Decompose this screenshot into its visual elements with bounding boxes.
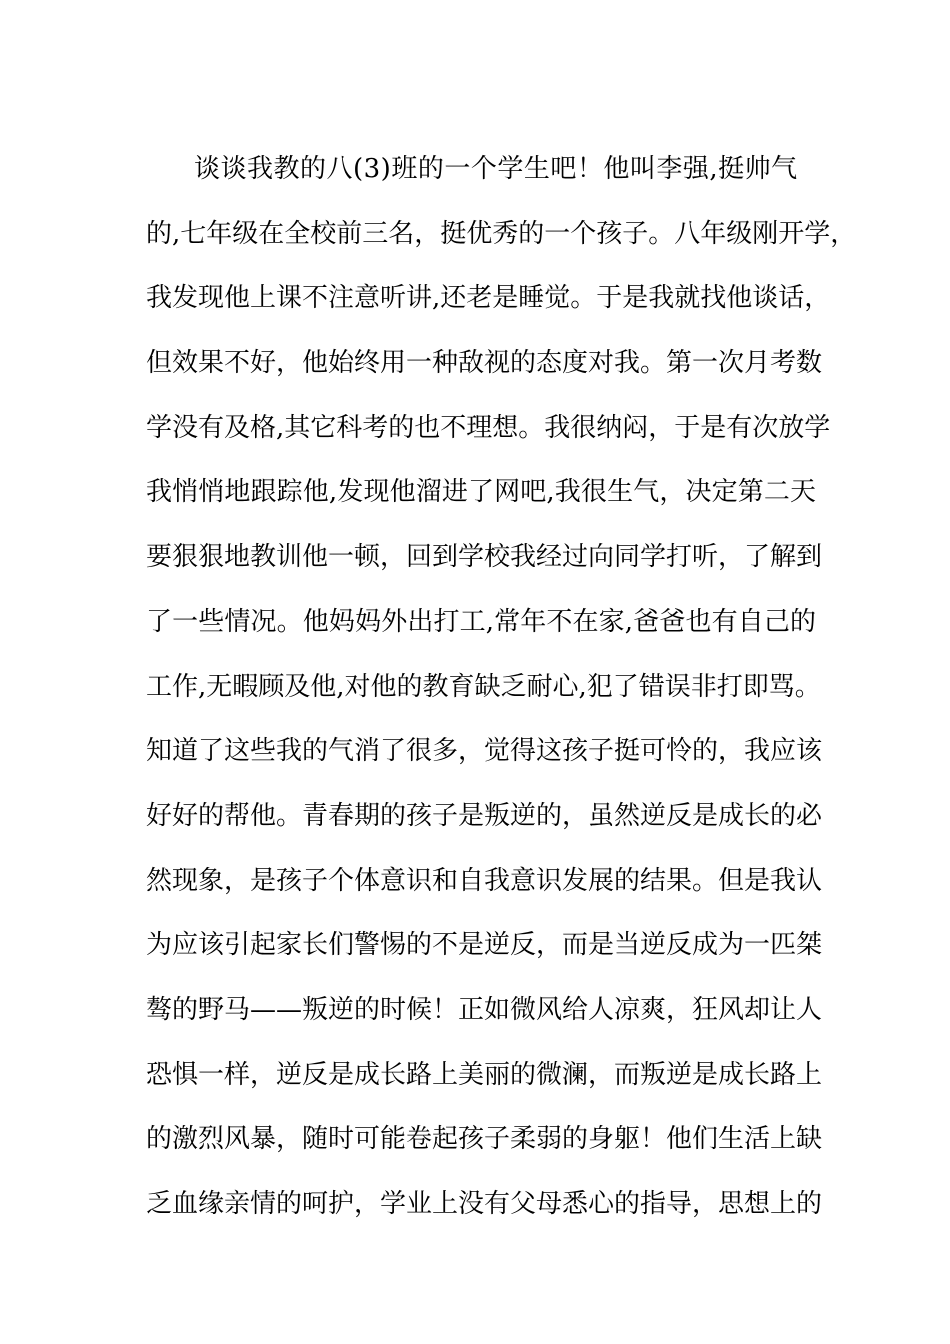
- paragraph-line-3: 我发现他上课不注意听讲,还老是睡觉。于是我就找他谈话，: [146, 283, 831, 314]
- paragraph-line-15: 恐惧一样，逆反是成长路上美丽的微澜，而叛逆是成长路上: [146, 1059, 823, 1090]
- body-paragraph: [146, 145, 857, 1245]
- paragraph-line-11: 好好的帮他。青春期的孩子是叛逆的，虽然逆反是成长的必: [146, 800, 823, 831]
- paragraph-line-12: 然现象，是孩子个体意识和自我意识发展的结果。但是我认: [146, 865, 823, 896]
- paragraph-line-7: 要狠狠地教训他一顿，回到学校我经过向同学打听，了解到: [146, 542, 823, 573]
- paragraph-line-13: 为应该引起家长们警惕的不是逆反，而是当逆反成为一匹桀: [146, 930, 823, 961]
- paragraph-line-5: 学没有及格,其它科考的也不理想。我很纳闷，于是有次放学: [146, 412, 831, 443]
- paragraph-line-4: 但效果不好，他始终用一种敌视的态度对我。第一次月考数: [146, 348, 823, 379]
- paragraph-line-17: 乏血缘亲情的呵护，学业上没有父母悉心的指导，思想上的: [146, 1189, 823, 1219]
- paragraph-line-1: 谈谈我教的八(3)班的一个学生吧！他叫李强,挺帅气: [194, 154, 798, 184]
- paragraph-line-16: 的激烈风暴，随时可能卷起孩子柔弱的身躯！他们生活上缺: [146, 1124, 823, 1155]
- paragraph-line-2: 的,七年级在全校前三名，挺优秀的一个孩子。八年级刚开学，: [146, 218, 857, 249]
- paragraph-line-10: 知道了这些我的气消了很多，觉得这孩子挺可怜的，我应该: [146, 736, 823, 767]
- paragraph-line-9: 工作,无暇顾及他,对他的教育缺乏耐心,犯了错误非打即骂。: [146, 671, 821, 702]
- paragraph-line-14: 骜的野马——叛逆的时候！正如微风给人凉爽，狂风却让人: [146, 994, 823, 1025]
- paragraph-line-6: 我悄悄地跟踪他,发现他溜进了网吧,我很生气，决定第二天: [146, 477, 816, 508]
- paragraph-line-8: 了一些情况。他妈妈外出打工,常年不在家,爸爸也有自己的: [146, 606, 816, 637]
